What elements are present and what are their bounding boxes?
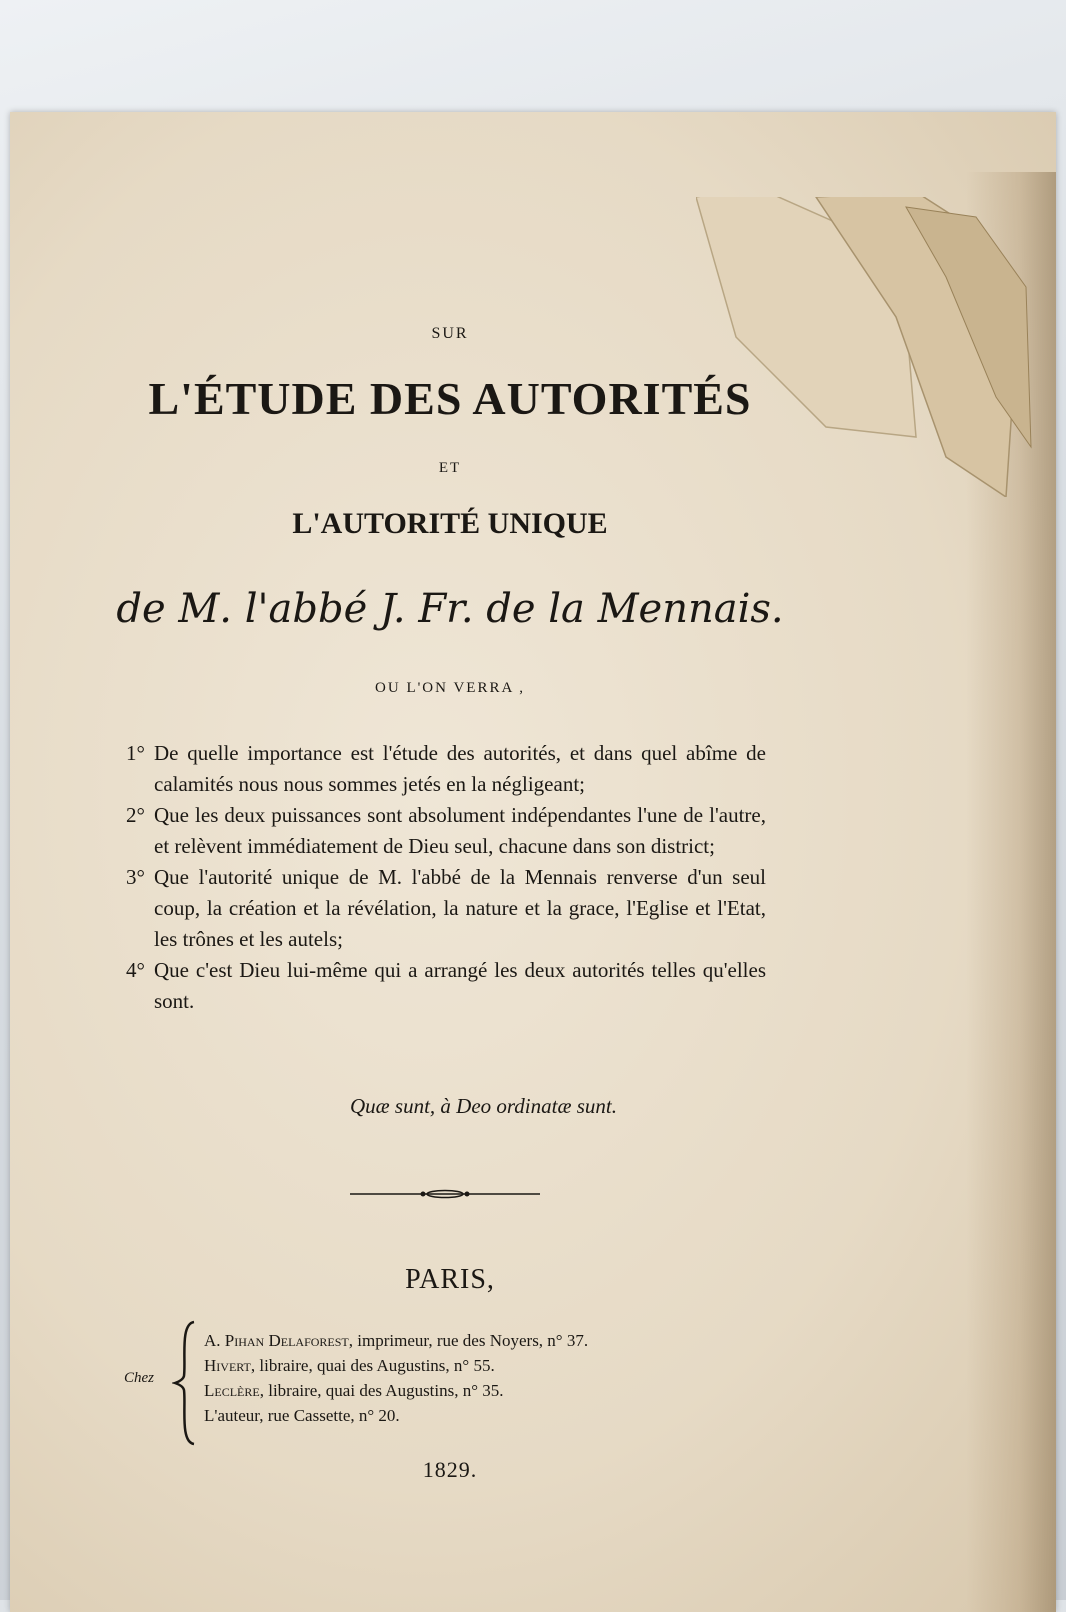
point-number: 1° — [126, 741, 145, 765]
point-text: Que l'autorité unique de M. l'abbé de la Mennais renverse d'un seul coup, la création et la révélation, la nature et la grace, l'Eglise et l'Etat, les trônes et les autels; — [154, 865, 766, 951]
imprint-name: A. Pihan Delaforest — [204, 1331, 349, 1350]
point-text: Que c'est Dieu lui-même qui a arrangé les deux autorités telles qu'elles sont. — [154, 958, 766, 1013]
brace-icon — [172, 1320, 198, 1446]
point-text: De quelle importance est l'étude des autorités, et dans quel abîme de calamités nous nous sommes jetés en la négligeant; — [154, 741, 766, 796]
author-line: de M. l'abbé J. Fr. de la Mennais. — [116, 586, 784, 632]
imprint-detail: , imprimeur, rue des Noyers, n° 37. — [348, 1331, 589, 1350]
imprint-detail: , rue Cassette, n° 20. — [259, 1406, 400, 1425]
list-item — [126, 862, 766, 955]
point-text: Que les deux puissances sont absolument indépendantes l'une de l'autre, et relèvent immédiatement de Dieu seul, chacune dans son district; — [154, 803, 766, 858]
list-item — [126, 800, 766, 862]
imprint-detail: , libraire, quai des Augustins, n° 55. — [250, 1356, 495, 1375]
imprint-addresses — [204, 1328, 804, 1428]
imprint-name: Leclère — [204, 1381, 260, 1400]
ornament-rule-icon — [350, 1186, 540, 1202]
subtitle-line: OU L'ON VERRA , — [375, 680, 525, 696]
list-item — [126, 738, 766, 800]
imprint-line — [204, 1378, 804, 1403]
imprint-name: Hivert — [204, 1356, 251, 1375]
imprint-detail: , libraire, quai des Augustins, n° 35. — [259, 1381, 504, 1400]
title-sur: SUR — [431, 325, 469, 342]
title-et: ET — [438, 460, 462, 476]
imprint-chez: Chez — [124, 1370, 154, 1386]
main-title: L'ÉTUDE DES AUTORITÉS — [148, 373, 752, 424]
point-number: 2° — [126, 803, 145, 827]
imprint-year: 1829. — [422, 1457, 478, 1482]
point-number: 4° — [126, 958, 145, 982]
secondary-title: L'AUTORITÉ UNIQUE — [292, 507, 608, 540]
imprint-line — [204, 1403, 804, 1428]
motto: Quæ sunt, à Deo ordinatæ sunt. — [350, 1094, 617, 1118]
imprint-line — [204, 1353, 804, 1378]
imprint-name: L'auteur — [204, 1406, 260, 1425]
list-item — [126, 955, 766, 1017]
points-list — [126, 738, 766, 1017]
imprint-line — [204, 1328, 804, 1353]
point-number: 3° — [126, 865, 145, 889]
imprint-city: PARIS, — [405, 1264, 495, 1295]
